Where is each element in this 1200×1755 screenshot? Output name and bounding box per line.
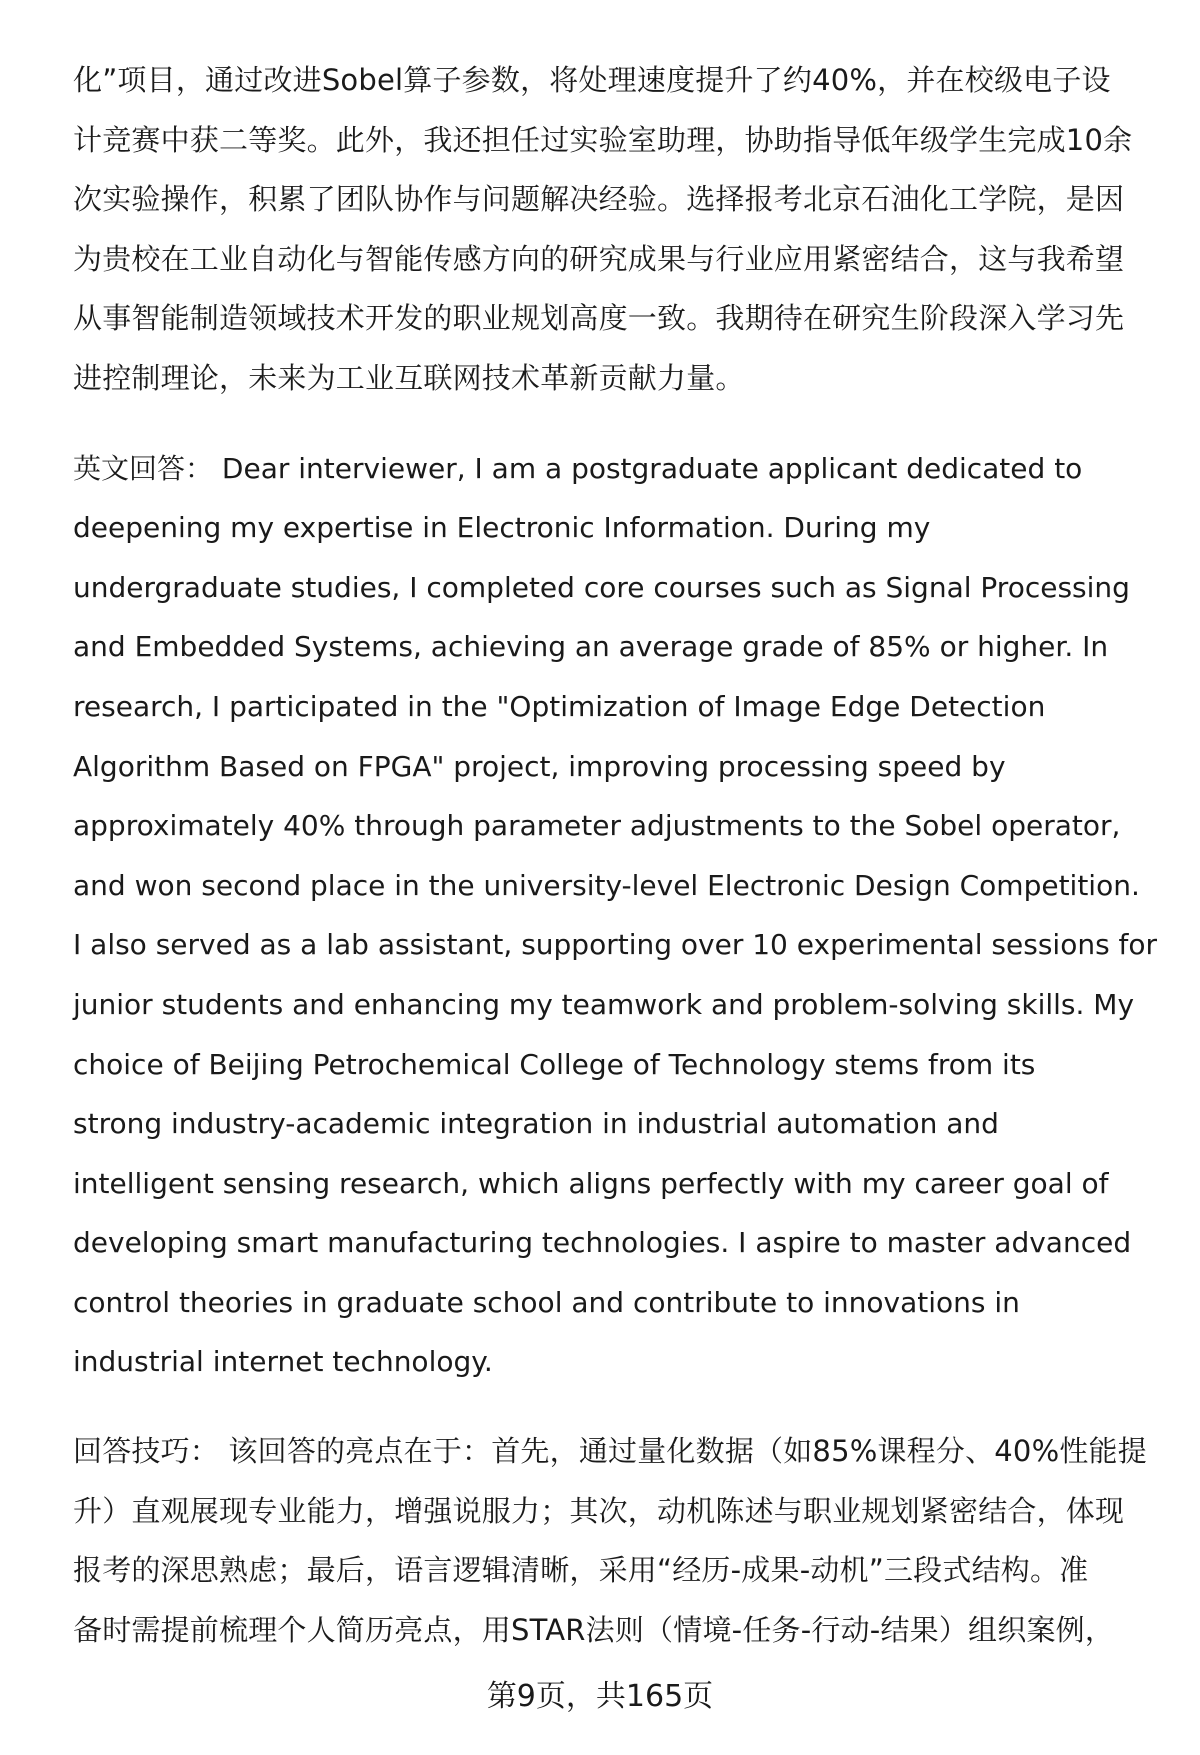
text-line: 进控制理论，未来为工业互联网技术革新贡献力量。 xyxy=(73,360,745,395)
text-line: research, I participated in the "Optimization of Image Edge Detection xyxy=(73,689,1046,723)
paragraph-english-answer xyxy=(73,439,1173,1393)
document-body xyxy=(73,51,1173,1690)
text-line: 从事智能制造领域技术开发的职业规划高度一致。我期待在研究生阶段深入学习先 xyxy=(73,301,1125,336)
text-line: 报考的深思熟虑；最后，语言逻辑清晰，采用“经历-成果-动机”三段式结构。准 xyxy=(73,1553,1089,1588)
text-line: approximately 40% through parameter adjustments to the Sobel operator, xyxy=(73,809,1121,843)
text-line: I also served as a lab assistant, supporting over 10 experimental sessions for xyxy=(73,928,1158,962)
page-number: 第9页，共165页 xyxy=(486,1679,714,1714)
text-line: junior students and enhancing my teamwork and problem-solving skills. My xyxy=(73,987,1135,1021)
text-line: and Embedded Systems, achieving an average grade of 85% or higher. In xyxy=(73,630,1109,664)
text-line: 备时需提前梳理个人简历亮点，用STAR法则（情境-任务-行动-结果）组织案例， xyxy=(73,1612,1115,1647)
text-line: developing smart manufacturing technologies. I aspire to master advanced xyxy=(73,1226,1132,1260)
text-line: and won second place in the university-level Electronic Design Competition. xyxy=(73,868,1140,902)
text-line: 为贵校在工业自动化与智能传感方向的研究成果与行业应用紧密结合，这与我希望 xyxy=(73,241,1125,276)
text-line: choice of Beijing Petrochemical College of Technology stems from its xyxy=(73,1047,1036,1081)
text-line: 次实验操作，积累了团队协作与问题解决经验。选择报考北京石油化工学院，是因 xyxy=(73,182,1125,217)
text-line: Algorithm Based on FPGA" project, improving processing speed by xyxy=(73,749,1006,783)
paragraph-answer-tips xyxy=(73,1422,1173,1660)
text-line: 化”项目，通过改进Sobel算子参数，将处理速度提升了约40%，并在校级电子设 xyxy=(73,63,1111,97)
paragraph-chinese-answer xyxy=(73,51,1173,409)
text-line: industrial internet technology. xyxy=(73,1345,493,1379)
text-line: control theories in graduate school and contribute to innovations in xyxy=(73,1285,1020,1319)
text-line: 回答技巧： 该回答的亮点在于：首先，通过量化数据（如85%课程分、40%性能提 xyxy=(73,1434,1147,1469)
text-line: 计竞赛中获二等奖。此外，我还担任过实验室助理，协助指导低年级学生完成10余 xyxy=(73,122,1133,157)
text-line: strong industry-academic integration in industrial automation and xyxy=(73,1107,999,1141)
text-line: undergraduate studies, I completed core courses such as Signal Processing xyxy=(73,570,1130,604)
text-line: 升）直观展现专业能力，增强说服力；其次，动机陈述与职业规划紧密结合，体现 xyxy=(73,1493,1125,1528)
text-line: intelligent sensing research, which aligns perfectly with my career goal of xyxy=(73,1166,1109,1200)
text-line: 英文回答： Dear interviewer, I am a postgraduate applicant dedicated to xyxy=(73,451,1083,485)
text-line: deepening my expertise in Electronic Information. During my xyxy=(73,511,931,545)
